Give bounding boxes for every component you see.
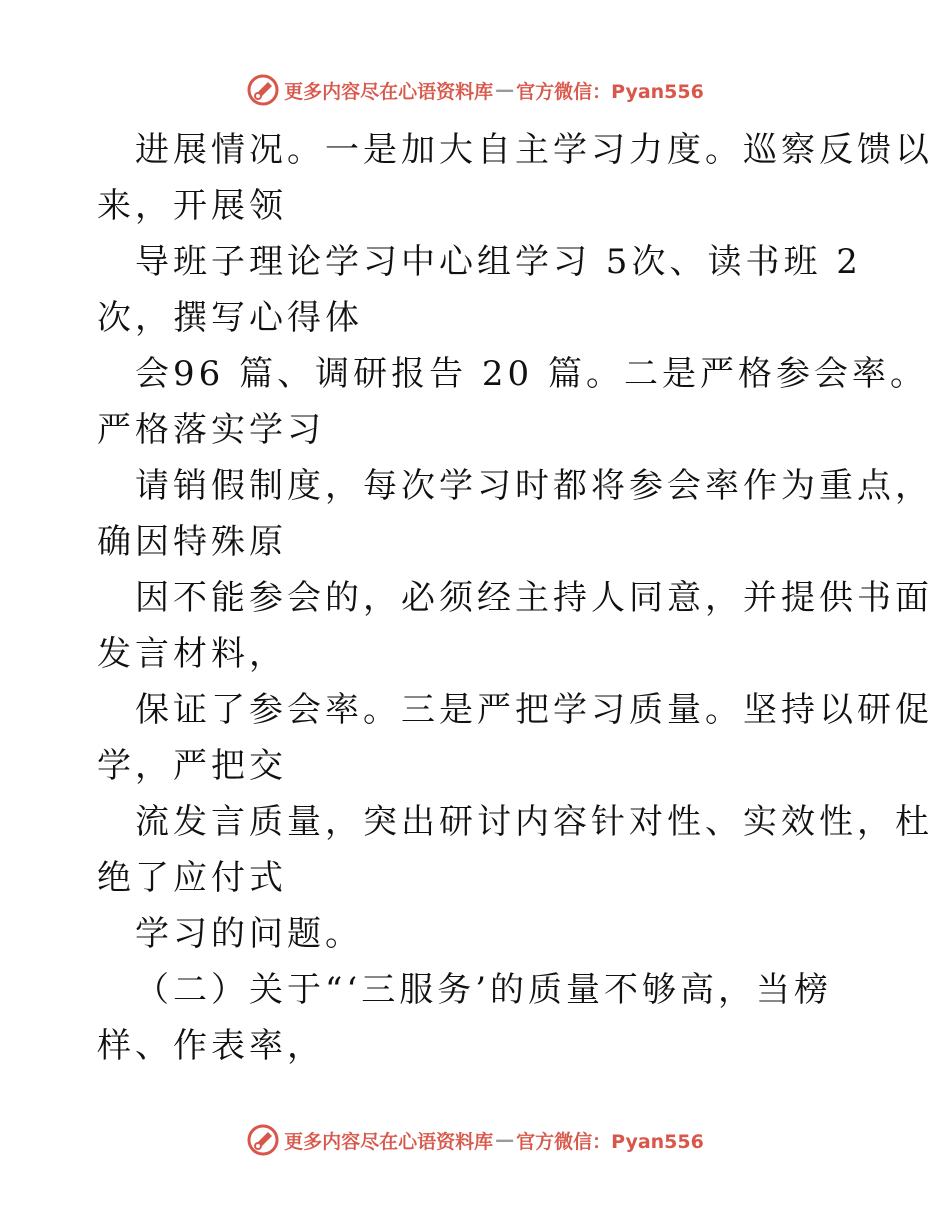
logo-icon <box>246 73 280 107</box>
text-line: 样、作表率， <box>97 1026 325 1066</box>
banner-title: 更多内容尽在心语资料库 <box>284 80 494 103</box>
banner-title: 更多内容尽在心语资料库 <box>284 1130 494 1153</box>
text-line: 学习的问题。 <box>135 914 363 954</box>
logo-icon <box>246 1123 280 1157</box>
banner-wechat: 官方微信：Pyan556 <box>516 80 704 103</box>
footer-banner <box>0 1120 950 1160</box>
text-line: 会96 篇、调研报告 20 篇。二是严格参会率。 <box>135 354 928 394</box>
text-line: 因不能参会的，必须经主持人同意，并提供书面 <box>135 578 933 618</box>
text-line: 发言材料， <box>97 634 287 674</box>
text-line: 严格落实学习 <box>97 410 325 450</box>
document-body <box>97 122 933 1074</box>
text-line: 学，严把交 <box>97 746 287 786</box>
text-line: 保证了参会率。三是严把学习质量。坚持以研促 <box>135 690 933 730</box>
text-line: 进展情况。一是加大自主学习力度。巡察反馈以 <box>135 130 933 170</box>
header-banner <box>0 70 950 110</box>
text-line: 导班子理论学习中心组学习 5次、读书班 2 <box>135 242 862 282</box>
text-line: 流发言质量，突出研讨内容针对性、实效性，杜 <box>135 802 933 842</box>
text-line: 请销假制度，每次学习时都将参会率作为重点， <box>135 466 933 506</box>
banner-wechat: 官方微信：Pyan556 <box>516 1130 704 1153</box>
text-line: 来，开展领 <box>97 186 287 226</box>
banner-separator: — <box>495 1129 515 1151</box>
text-line: 次，撰写心得体 <box>97 298 363 338</box>
banner-separator: — <box>495 79 515 101</box>
text-line: （二）关于“‘三服务’的质量不够高，当榜 <box>135 970 832 1010</box>
text-line: 确因特殊原 <box>97 522 287 562</box>
text-line: 绝了应付式 <box>97 858 287 898</box>
